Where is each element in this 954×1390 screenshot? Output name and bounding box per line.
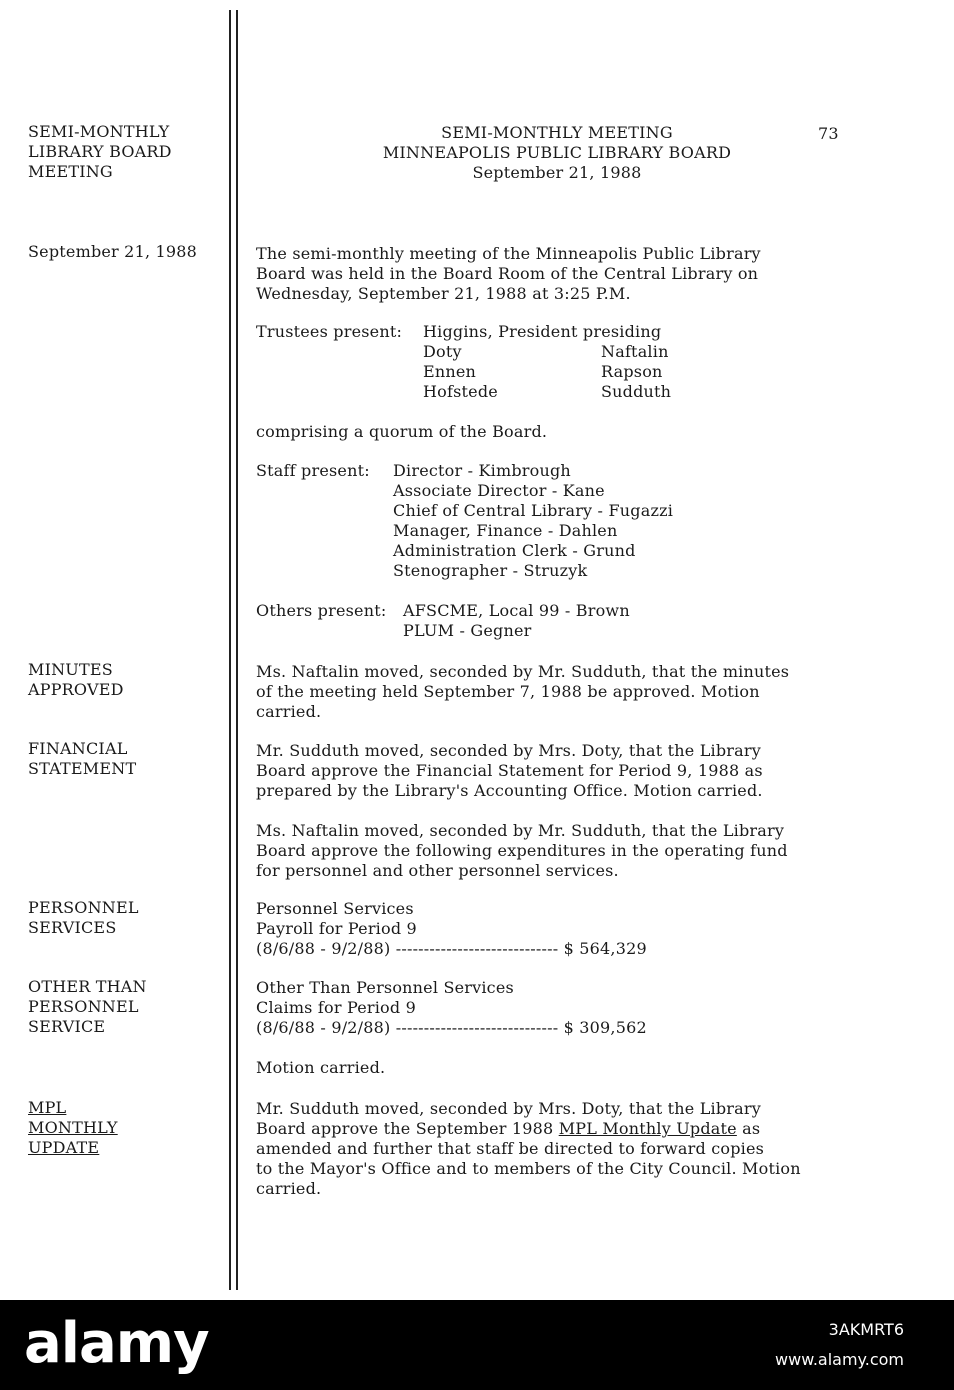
margin-personnel-1: PERSONNEL: [28, 898, 139, 917]
margin-date: September 21, 1988: [28, 242, 198, 261]
page-number: 73: [818, 124, 839, 143]
staff-member: Chief of Central Library - Fugazzi: [393, 501, 674, 520]
personnel-amount-line: (8/6/88 - 9/2/88) ----------------------------- $ 564,329: [256, 939, 647, 958]
margin-update-3: UPDATE: [28, 1138, 100, 1157]
staff-label: Staff present:: [256, 461, 370, 480]
margin-minutes-2: APPROVED: [28, 680, 124, 699]
others-label: Others present:: [256, 601, 387, 620]
mpl-monthly-update-title: MPL Monthly Update: [558, 1119, 737, 1138]
margin-other-3: SERVICE: [28, 1017, 106, 1036]
trustees-president: Higgins, President presiding: [423, 322, 662, 341]
staff-member: Associate Director - Kane: [393, 481, 605, 500]
update-line-4: to the Mayor's Office and to members of the City Council. Motion: [256, 1159, 801, 1178]
margin-update-2: MONTHLY: [28, 1118, 118, 1137]
other-line-1: Other Than Personnel Services: [256, 978, 514, 997]
margin-personnel-2: SERVICES: [28, 918, 117, 937]
trustee-name: Naftalin: [601, 342, 669, 361]
minutes-line-1: Ms. Naftalin moved, seconded by Mr. Sudduth, that the minutes: [256, 662, 790, 681]
staff-member: Stenographer - Struzyk: [393, 561, 588, 580]
update-line-2a: Board approve the September 1988: [256, 1119, 559, 1138]
financial-line-2: Board approve the Financial Statement for Period 9, 1988 as: [256, 761, 763, 780]
margin-minutes-1: MINUTES: [28, 660, 113, 679]
margin-rule-left: [229, 10, 231, 1290]
update-line-3: amended and further that staff be directed to forward copies: [256, 1139, 765, 1158]
header-board: MINNEAPOLIS PUBLIC LIBRARY BOARD: [382, 143, 732, 162]
staff-member: Director - Kimbrough: [393, 461, 571, 480]
others-member: PLUM - Gegner: [403, 621, 532, 640]
image-id: 3AKMRT6: [828, 1320, 904, 1339]
margin-heading-2: LIBRARY BOARD: [28, 142, 172, 161]
margin-heading-1: SEMI-MONTHLY: [28, 122, 170, 141]
personnel-line-1: Personnel Services: [256, 899, 414, 918]
margin-update-1: MPL: [28, 1098, 67, 1117]
other-amount-line: (8/6/88 - 9/2/88) ----------------------------- $ 309,562: [256, 1018, 647, 1037]
intro-line-2: Board was held in the Board Room of the Central Library on: [256, 264, 759, 283]
footer-url: www.alamy.com: [775, 1350, 904, 1369]
minutes-line-2: of the meeting held September 7, 1988 be approved. Motion: [256, 682, 760, 701]
margin-financial-1: FINANCIAL: [28, 739, 128, 758]
margin-other-2: PERSONNEL: [28, 997, 139, 1016]
watermark-footer: [0, 1300, 954, 1390]
quorum-text: comprising a quorum of the Board.: [256, 422, 548, 441]
financial-line-1: Mr. Sudduth moved, seconded by Mrs. Doty, that the Library: [256, 741, 761, 760]
staff-member: Administration Clerk - Grund: [393, 541, 636, 560]
trustee-name: Doty: [423, 342, 462, 361]
margin-heading-3: MEETING: [28, 162, 113, 181]
expenditures-line-2: Board approve the following expenditures in the operating fund: [256, 841, 788, 860]
trustee-name: Ennen: [423, 362, 477, 381]
margin-rule-right: [236, 10, 238, 1290]
header-title: SEMI-MONTHLY MEETING: [441, 123, 673, 142]
expenditures-line-3: for personnel and other personnel services.: [256, 861, 619, 880]
margin-financial-2: STATEMENT: [28, 759, 137, 778]
intro-line-1: The semi-monthly meeting of the Minneapolis Public Library: [256, 244, 761, 263]
staff-member: Manager, Finance - Dahlen: [393, 521, 618, 540]
financial-line-3: prepared by the Library's Accounting Office. Motion carried.: [256, 781, 763, 800]
margin-other-1: OTHER THAN: [28, 977, 147, 996]
others-member: AFSCME, Local 99 - Brown: [403, 601, 630, 620]
trustee-name: Rapson: [601, 362, 663, 381]
trustee-name: Sudduth: [601, 382, 672, 401]
update-line-5: carried.: [256, 1179, 322, 1198]
personnel-line-2: Payroll for Period 9: [256, 919, 417, 938]
intro-line-3: Wednesday, September 21, 1988 at 3:25 P.M.: [256, 284, 631, 303]
trustee-name: Hofstede: [423, 382, 498, 401]
motion-carried: Motion carried.: [256, 1058, 386, 1077]
update-line-2c: as: [736, 1119, 761, 1138]
update-line-1: Mr. Sudduth moved, seconded by Mrs. Doty, that the Library: [256, 1099, 761, 1118]
alamy-logo: alamy: [24, 1311, 209, 1376]
minutes-line-3: carried.: [256, 702, 322, 721]
header-date: September 21, 1988: [472, 163, 642, 182]
expenditures-line-1: Ms. Naftalin moved, seconded by Mr. Sudduth, that the Library: [256, 821, 785, 840]
update-line-2: [256, 1119, 760, 1139]
other-line-2: Claims for Period 9: [256, 998, 416, 1017]
trustees-label: Trustees present:: [256, 322, 403, 341]
